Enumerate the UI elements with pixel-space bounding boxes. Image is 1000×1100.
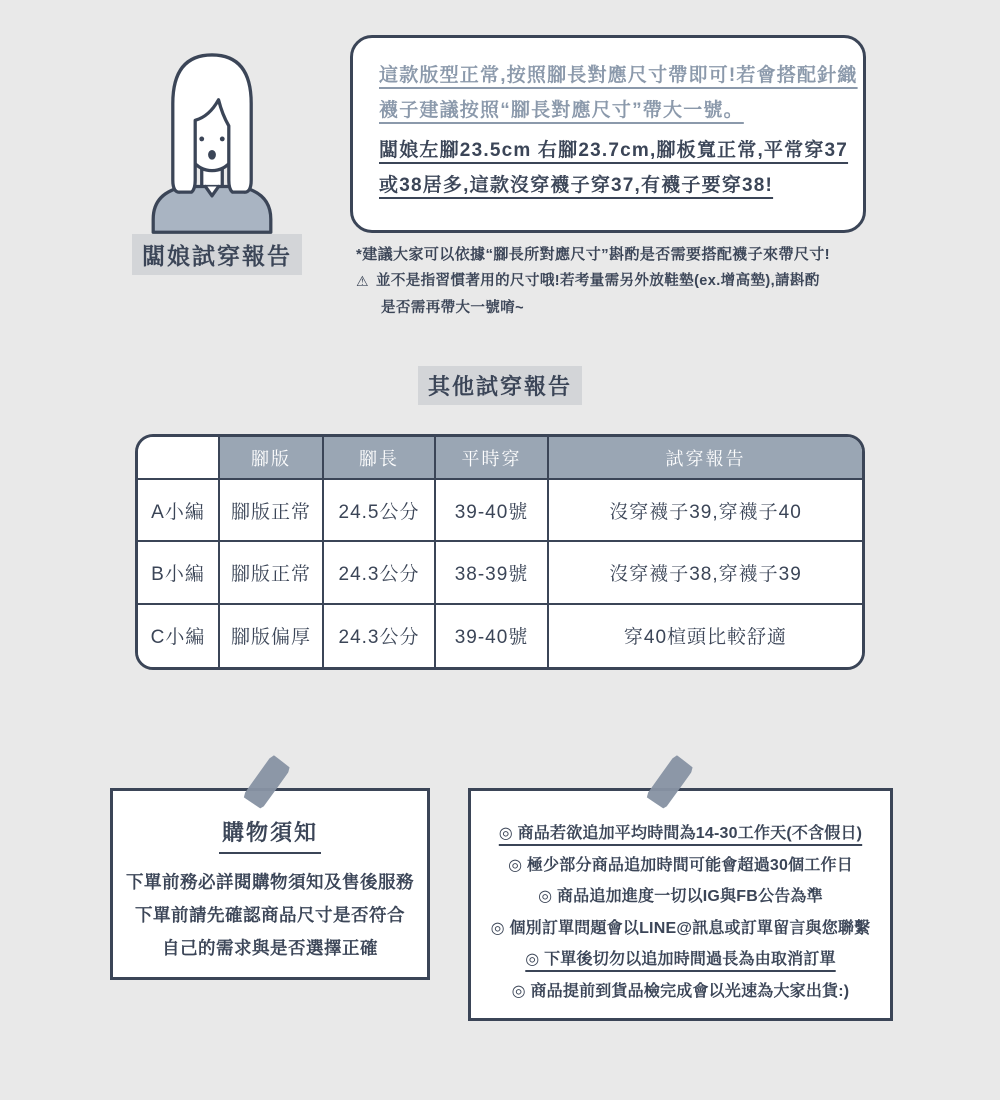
warning-icon: ⚠ [356, 273, 369, 289]
fitting-reports-table [135, 434, 865, 670]
table-row-b-name: B小編 [138, 542, 220, 604]
owner-report-label-text: 闆娘試穿報告 [132, 234, 302, 275]
other-reports-title [418, 366, 582, 405]
shopping-notice-title: 購物須知 [219, 816, 321, 854]
table-row-a-name: A小編 [138, 480, 220, 542]
table-corner-cell [138, 437, 220, 480]
table-row-c-name: C小編 [138, 605, 220, 667]
table-row-b-report: 沒穿襪子38,穿襪子39 [549, 542, 862, 604]
avatar [142, 40, 282, 240]
table-row-a-foot-length: 24.5公分 [324, 480, 436, 542]
other-reports-title-text: 其他試穿報告 [418, 366, 582, 405]
bubble-line-2: 襪子建議按照“腳長對應尺寸”帶大一號。 [379, 100, 744, 121]
table-row-c-foot-length: 24.3公分 [324, 605, 436, 667]
shopping-notice-box [110, 788, 430, 980]
owner-report-label [132, 234, 302, 275]
sizing-note-line-2: 並不是指習慣著用的尺寸哦!若考量需另外放鞋墊(ex.增高墊),請斟酌 [375, 273, 820, 289]
order-policy-box [468, 788, 893, 1021]
policy-item-2: ◎ 極少部分商品追加時間可能會超過30個工作日 [508, 856, 853, 874]
table-row-c-usual-size: 39-40號 [436, 605, 549, 667]
shopping-notice-line-2: 下單前請先確認商品尺寸是否符合 [135, 905, 405, 925]
bubble-line-4: 或38居多,這款沒穿襪子穿37,有襪子要穿38! [379, 175, 774, 196]
table-row-b-foot-shape: 腳版正常 [220, 542, 324, 604]
table-row-b-foot-length: 24.3公分 [324, 542, 436, 604]
sizing-note-line-3: 是否需再帶大一號唷~ [381, 300, 524, 316]
sizing-note-line-1: *建議大家可以依據“腳長所對應尺寸”斟酌是否需要搭配襪子來帶尺寸! [356, 246, 831, 263]
table-row-a-usual-size: 39-40號 [436, 480, 549, 542]
policy-item-4: ◎ 個別訂單問題會以LINE@訊息或訂單留言與您聯繫 [490, 919, 871, 937]
bubble-line-1: 這款版型正常,按照腳長對應尺寸帶即可!若會搭配針織 [379, 65, 858, 86]
fitting-speech-bubble [350, 35, 866, 233]
table-row-b-usual-size: 38-39號 [436, 542, 549, 604]
policy-item-6: ◎ 商品提前到貨品檢完成會以光速為大家出貨:) [511, 982, 850, 1000]
table-header-usual-size: 平時穿 [436, 437, 549, 480]
policy-item-5: ◎ 下單後切勿以追加時間過長為由取消訂單 [525, 951, 836, 968]
table-row-c-foot-shape: 腳版偏厚 [220, 605, 324, 667]
owner-avatar-illustration [142, 40, 282, 236]
table-header-foot-shape: 腳版 [220, 437, 324, 480]
table-row-a-foot-shape: 腳版正常 [220, 480, 324, 542]
table-row-c-report: 穿40楦頭比較舒適 [549, 605, 862, 667]
policy-item-1: ◎ 商品若欲追加平均時間為14-30工作天(不含假日) [498, 825, 863, 842]
table-row-a-report: 沒穿襪子39,穿襪子40 [549, 480, 862, 542]
bubble-line-3: 闆娘左腳23.5cm 右腳23.7cm,腳板寬正常,平常穿37 [379, 140, 849, 161]
shopping-notice-line-1: 下單前務必詳閱購物須知及售後服務 [126, 872, 414, 892]
sizing-note [356, 241, 886, 322]
shopping-notice-line-3: 自己的需求與是否選擇正確 [162, 938, 378, 958]
table-header-foot-length: 腳長 [324, 437, 436, 480]
table-header-report: 試穿報告 [549, 437, 862, 480]
policy-item-3: ◎ 商品追加進度一切以IG與FB公告為準 [538, 888, 823, 905]
